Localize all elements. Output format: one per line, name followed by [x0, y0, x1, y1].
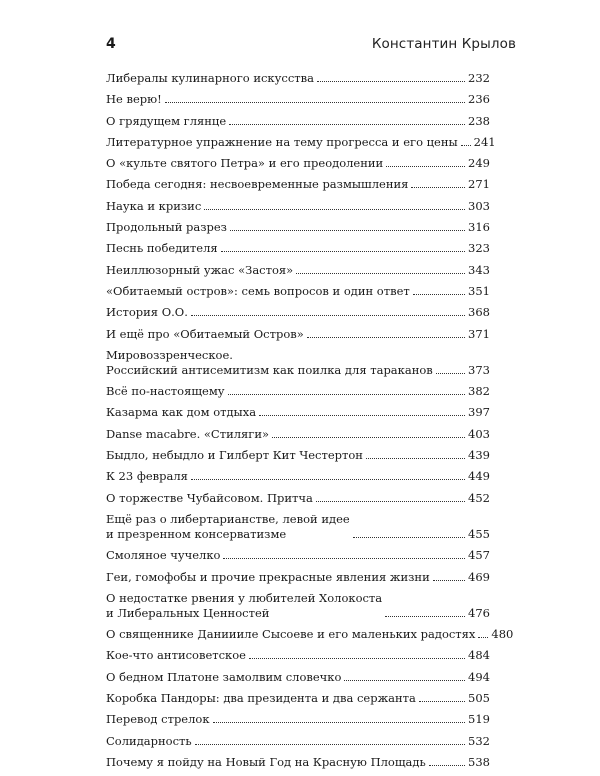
toc-entry	[106, 348, 490, 378]
toc-entry	[106, 469, 490, 484]
toc-entry-page: 452	[468, 490, 490, 505]
dot-leader	[228, 394, 466, 395]
toc-entry-title	[106, 156, 383, 171]
toc-entry	[106, 491, 490, 506]
toc-entry-title	[106, 92, 162, 107]
toc-entry-page: 249	[468, 156, 490, 171]
toc-entry-title-line: и Либеральных Ценностей	[106, 605, 270, 620]
toc-entry-page: 505	[468, 691, 490, 706]
toc-entry	[106, 114, 490, 129]
dot-leader	[386, 166, 465, 167]
dot-leader	[411, 187, 465, 188]
toc-entry-title	[106, 448, 363, 463]
toc-entry-title-line: Не верю!	[106, 92, 162, 107]
toc-entry-page: 351	[468, 283, 490, 298]
dot-leader	[165, 102, 465, 103]
toc-entry-page: 455	[468, 526, 490, 541]
toc-entry-title-line: О бедном Платоне замолвим словечко	[106, 669, 342, 684]
dot-leader	[272, 437, 465, 438]
toc-entry-title	[106, 348, 433, 378]
toc-entry-title-line: и презренном консерватизме	[106, 526, 287, 541]
toc-entry	[106, 448, 490, 463]
toc-entry-title	[106, 491, 313, 506]
page-number: 4	[106, 36, 116, 52]
dot-leader	[259, 415, 465, 416]
toc-entry-page: 457	[468, 548, 490, 563]
toc-entry-title	[106, 220, 227, 235]
toc-entry	[106, 241, 490, 256]
toc-entry	[106, 92, 490, 107]
toc-entry-page: 236	[468, 92, 490, 107]
dot-leader	[429, 765, 465, 766]
dot-leader	[353, 537, 465, 538]
toc-entry	[106, 71, 490, 86]
toc-entry	[106, 548, 490, 563]
toc-entry	[106, 263, 490, 278]
dot-leader	[366, 458, 465, 459]
toc-entry-page: 316	[468, 220, 490, 235]
toc-entry-title-line: О «культе святого Петра» и его преодолении	[106, 156, 384, 171]
toc-entry-page: 343	[468, 262, 490, 277]
toc-entry-title	[106, 199, 201, 214]
toc-entry-title	[106, 570, 430, 585]
toc-entry-title	[106, 591, 382, 621]
toc-entry	[106, 648, 490, 663]
toc-entry-title	[106, 263, 293, 278]
toc-entry-title	[106, 384, 225, 399]
toc-entry-title	[106, 734, 192, 749]
toc-entry-title	[106, 177, 408, 192]
toc-entry-title-line: Смоляное чучелко	[106, 548, 221, 563]
toc-entry	[106, 156, 490, 171]
dot-leader	[316, 501, 465, 502]
toc-entry-page: 397	[468, 405, 490, 420]
toc-entry-page: 241	[473, 134, 496, 149]
toc-entry-page: 323	[468, 241, 490, 256]
toc-entry	[106, 284, 490, 299]
toc-entry-title-line: Победа сегодня: несвоевременные размышления	[106, 177, 409, 192]
toc-entry-title-line: Перевод стрелок	[106, 712, 210, 727]
toc-entry-page: 532	[468, 733, 490, 748]
toc-entry-title-line: Казарма как дом отдыха	[106, 405, 257, 420]
toc-entry-page: 271	[468, 177, 490, 192]
toc-entry	[106, 134, 496, 150]
toc-entry-page: 238	[468, 113, 490, 128]
toc-entry-title-line: Солидарность	[106, 733, 192, 748]
toc-entry	[106, 755, 490, 770]
toc-entry-title-line: История О.О.	[106, 305, 188, 320]
dot-leader	[433, 580, 465, 581]
toc-entry-title	[106, 241, 218, 256]
toc-entry-title-line: Неиллюзорный ужас «Застоя»	[106, 262, 294, 277]
dot-leader	[230, 230, 465, 231]
toc-entry-page: 484	[468, 648, 490, 663]
toc-entry	[106, 691, 490, 706]
toc-entry-title	[106, 305, 188, 320]
toc-entry-page: 469	[468, 569, 490, 584]
toc-entry-page: 368	[468, 305, 490, 320]
toc-entry-title-line: Ещё раз о либертарианстве, левой идее	[106, 511, 350, 526]
toc-entry-title-line: Кое-что антисоветское	[106, 648, 246, 663]
toc-entry-title	[106, 114, 226, 129]
toc-entry	[106, 670, 490, 685]
toc-entry-title-line: Почему я пойду на Новый Год на Красную Площадь	[106, 754, 426, 769]
dot-leader	[419, 701, 465, 702]
dot-leader	[461, 145, 471, 146]
toc-entry-title-line: Песнь победителя	[106, 241, 218, 256]
toc-entry-page: 371	[468, 326, 490, 341]
toc-entry-page: 373	[468, 362, 490, 377]
toc-entry	[106, 177, 490, 192]
toc-entry-title-line: Быдло, небыдло и Гилберт Кит Честертон	[106, 448, 363, 463]
toc-entry-title	[106, 427, 269, 442]
toc-entry-title	[106, 284, 410, 299]
toc-entry-page: 476	[468, 605, 490, 620]
toc-entry-title	[106, 512, 350, 542]
toc-entry-page: 232	[468, 71, 490, 85]
toc-entry-page: 439	[468, 448, 490, 463]
dot-leader	[413, 294, 465, 295]
toc-entry-title	[106, 327, 304, 342]
dot-leader	[317, 81, 465, 82]
toc-entry	[106, 305, 490, 320]
table-of-contents	[106, 71, 514, 776]
dot-leader	[296, 273, 465, 274]
dot-leader	[223, 558, 465, 559]
toc-entry-title-line: Продольный разрез	[106, 220, 227, 235]
toc-entry-title-line: Российский антисемитизм как поилка для тараканов	[106, 362, 433, 377]
dot-leader	[307, 337, 465, 338]
toc-entry-page: 480	[491, 627, 514, 642]
toc-entry-title	[106, 405, 256, 420]
toc-entry-title	[106, 648, 246, 663]
toc-entry-title	[106, 71, 314, 86]
toc-entry-title	[106, 691, 416, 706]
toc-entry-page: 538	[468, 754, 490, 769]
toc-entry	[106, 734, 490, 749]
toc-entry-page: 303	[468, 198, 490, 213]
toc-entry-title-line: И ещё про «Обитаемый Остров»	[106, 326, 304, 341]
toc-entry-title-line: Всё по-настоящему	[106, 384, 225, 399]
toc-entry-title-line: Мировоззренческое.	[106, 347, 233, 362]
toc-entry-title	[106, 135, 458, 150]
running-head-author: Константин Крылов	[371, 36, 516, 52]
toc-entry	[106, 405, 490, 420]
toc-entry-title-line: Danse macabre. «Стиляги»	[106, 426, 270, 441]
toc-entry-title	[106, 469, 188, 484]
toc-entry	[106, 427, 490, 442]
toc-entry-title-line: О священнике Даниииле Сысоеве и его маленьких радостях	[106, 627, 476, 642]
dot-leader	[213, 722, 466, 723]
dot-leader	[191, 315, 465, 316]
dot-leader	[478, 637, 488, 638]
toc-entry-page: 494	[468, 669, 490, 684]
toc-entry	[106, 570, 490, 585]
toc-entry-title	[106, 755, 426, 770]
dot-leader	[191, 479, 465, 480]
toc-entry-title-line: Либералы кулинарного искусства	[106, 71, 314, 85]
toc-entry-title-line: Коробка Пандоры: два президента и два сержанта	[106, 691, 416, 706]
dot-leader	[344, 680, 465, 681]
toc-entry-title-line: О торжестве Чубайсовом. Притча	[106, 490, 313, 505]
toc-entry-page: 382	[468, 384, 490, 399]
toc-entry-title-line: К 23 февраля	[106, 469, 188, 484]
toc-entry-title	[106, 670, 341, 685]
toc-entry-title	[106, 712, 210, 727]
toc-entry-title-line: Литературное упражнение на тему прогресса и его цены	[106, 134, 458, 149]
dot-leader	[385, 616, 465, 617]
toc-entry-title	[106, 627, 475, 642]
toc-entry-page: 449	[468, 469, 490, 484]
toc-entry	[106, 591, 490, 621]
toc-entry-page: 519	[468, 712, 490, 727]
page-header	[106, 36, 516, 56]
dot-leader	[195, 744, 465, 745]
toc-entry-title-line: «Обитаемый остров»: семь вопросов и один ответ	[106, 283, 410, 298]
toc-entry-title	[106, 548, 220, 563]
toc-entry	[106, 627, 514, 642]
dot-leader	[204, 209, 465, 210]
toc-entry	[106, 712, 490, 727]
toc-entry	[106, 327, 490, 342]
dot-leader	[249, 658, 465, 659]
toc-entry-title-line: Наука и кризис	[106, 198, 202, 213]
toc-entry-page: 403	[468, 426, 490, 441]
toc-entry	[106, 220, 490, 235]
toc-entry	[106, 199, 490, 214]
toc-entry	[106, 512, 490, 542]
toc-entry-title-line: Геи, гомофобы и прочие прекрасные явления жизни	[106, 569, 430, 584]
dot-leader	[229, 124, 465, 125]
toc-entry-title-line: О недостатке рвения у любителей Холокоста	[106, 590, 383, 605]
toc-entry-title-line: О грядущем глянце	[106, 113, 227, 128]
toc-entry	[106, 384, 490, 399]
dot-leader	[221, 251, 465, 252]
dot-leader	[436, 373, 465, 374]
